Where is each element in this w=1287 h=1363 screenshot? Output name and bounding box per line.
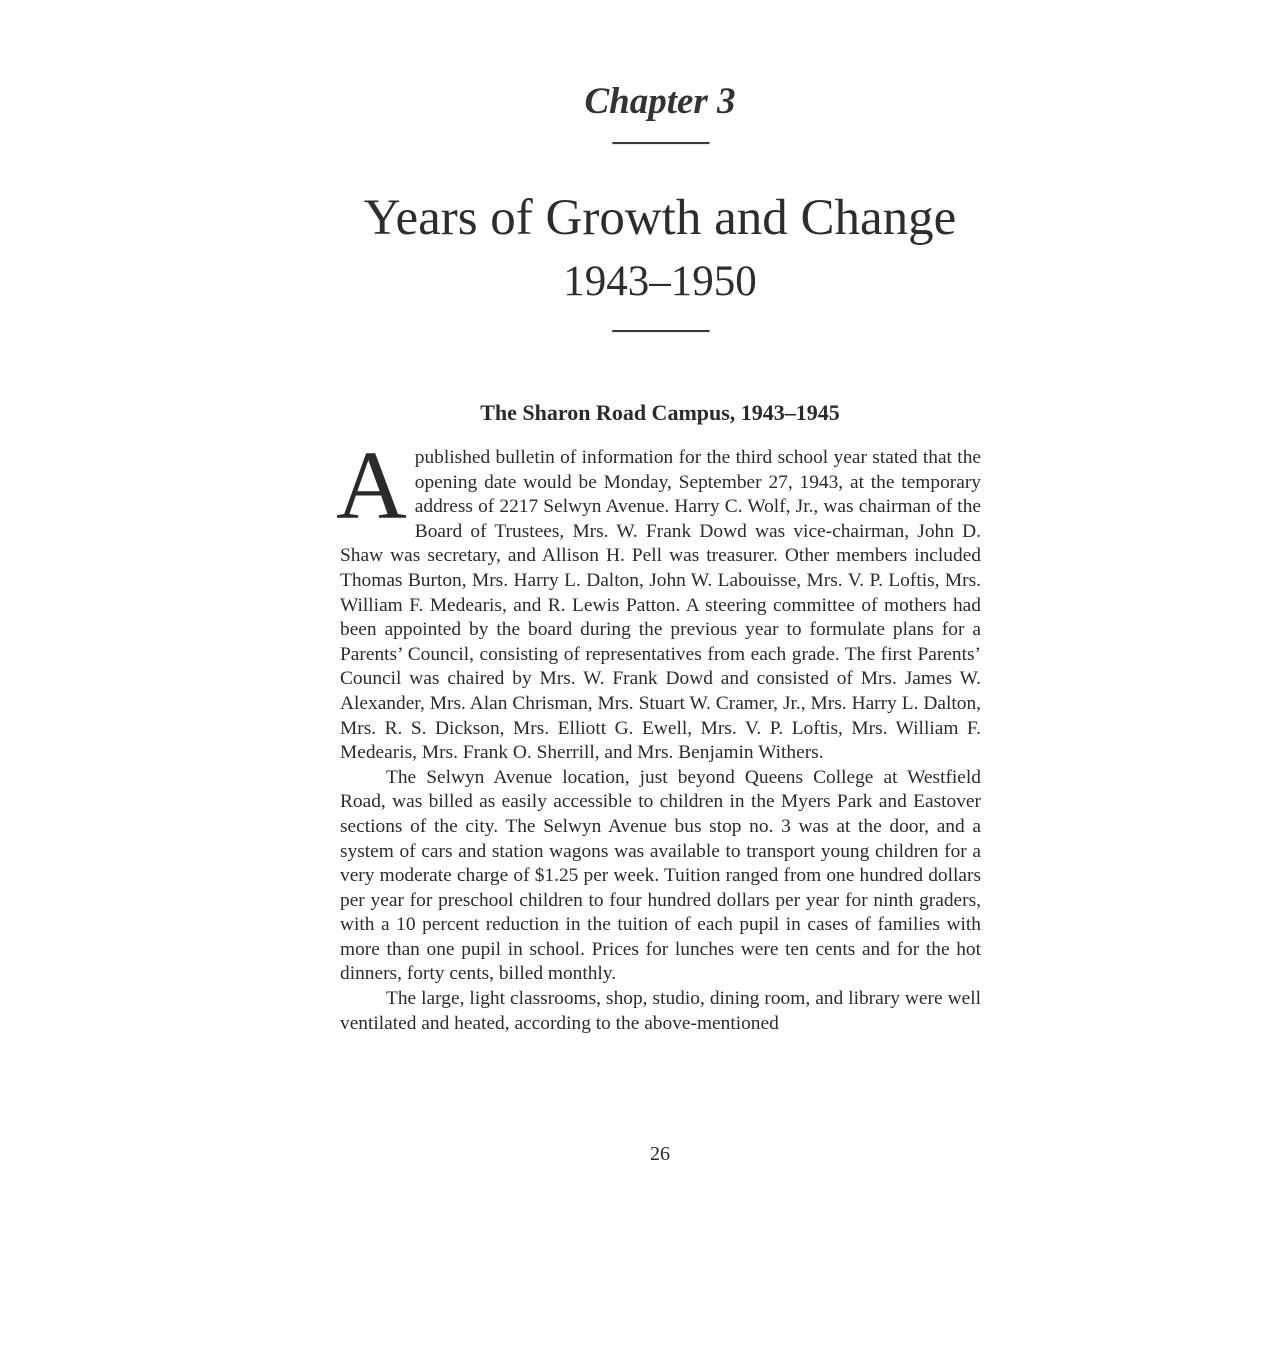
paragraph-1 bbox=[336, 432, 981, 766]
page-number: 26 bbox=[650, 1143, 670, 1165]
chapter-title: Years of Growth and Change bbox=[363, 190, 957, 246]
chapter-years: 1943–1950 bbox=[563, 258, 757, 305]
chapter-label: Chapter 3 bbox=[584, 81, 736, 122]
section-heading: The Sharon Road Campus, 1943–1945 bbox=[480, 400, 840, 425]
chapter-divider-top bbox=[612, 142, 710, 145]
body-text bbox=[336, 432, 981, 1036]
paragraph-2: The Selwyn Avenue location, just beyond Queens College at Westfield Road, was billed as easily accessible to children in the Myers Park and Eastover sections of the city. The Selwyn Avenue bus stop no. 3 was at the door, and a system of cars and station wagons was available to transport young children for a very moderate charge of $1.25 per week. Tuition ranged from one hundred dollars per year for preschool children to four hundred dollars per year for ninth graders, with a 10 percent reduction in the tuition of each pupil in cases of families with more than one pupil in school. Prices for lunches were ten cents and for the hot dinners, forty cents, billed monthly. bbox=[340, 766, 981, 985]
paragraph-1-text: published bulletin of information for the third school year stated that the opening date would be Monday, September 27, 1943, at the temporary address of 2217 Selwyn Avenue. Harry C. Wolf, Jr., was chairman of the Board of Trustees, Mrs. W. Frank Dowd was vice-chairman, John D. Shaw was secretary, and Allison H. Pell was treasurer. Other members included Thomas Burton, Mrs. Harry L. Dalton, John W. Labouisse, Mrs. V. P. Loftis, Mrs. William F. Medearis, and R. Lewis Patton. A steering committee of mothers had been appointed by the board during the previous year to formulate plans for a Parents’ Council, consisting of representatives from each grade. The first Parents’ Council was chaired by Mrs. W. Frank Dowd and consisted of Mrs. James W. Alexander, Mrs. Alan Chrisman, Mrs. Stuart W. Cramer, Jr., Mrs. Harry L. Dalton, Mrs. R. S. Dickson, Mrs. Elliott G. Ewell, Mrs. V. P. Loftis, Mrs. William F. Medearis, Mrs. Frank O. Sherrill, and Mrs. Benjamin Withers. bbox=[340, 447, 981, 764]
paragraph-3: The large, light classrooms, shop, studio, dining room, and library were well ventilated and heated, according to the above-mentioned bbox=[340, 988, 981, 1034]
drop-cap: A bbox=[336, 432, 407, 540]
chapter-divider-bottom bbox=[612, 330, 710, 333]
